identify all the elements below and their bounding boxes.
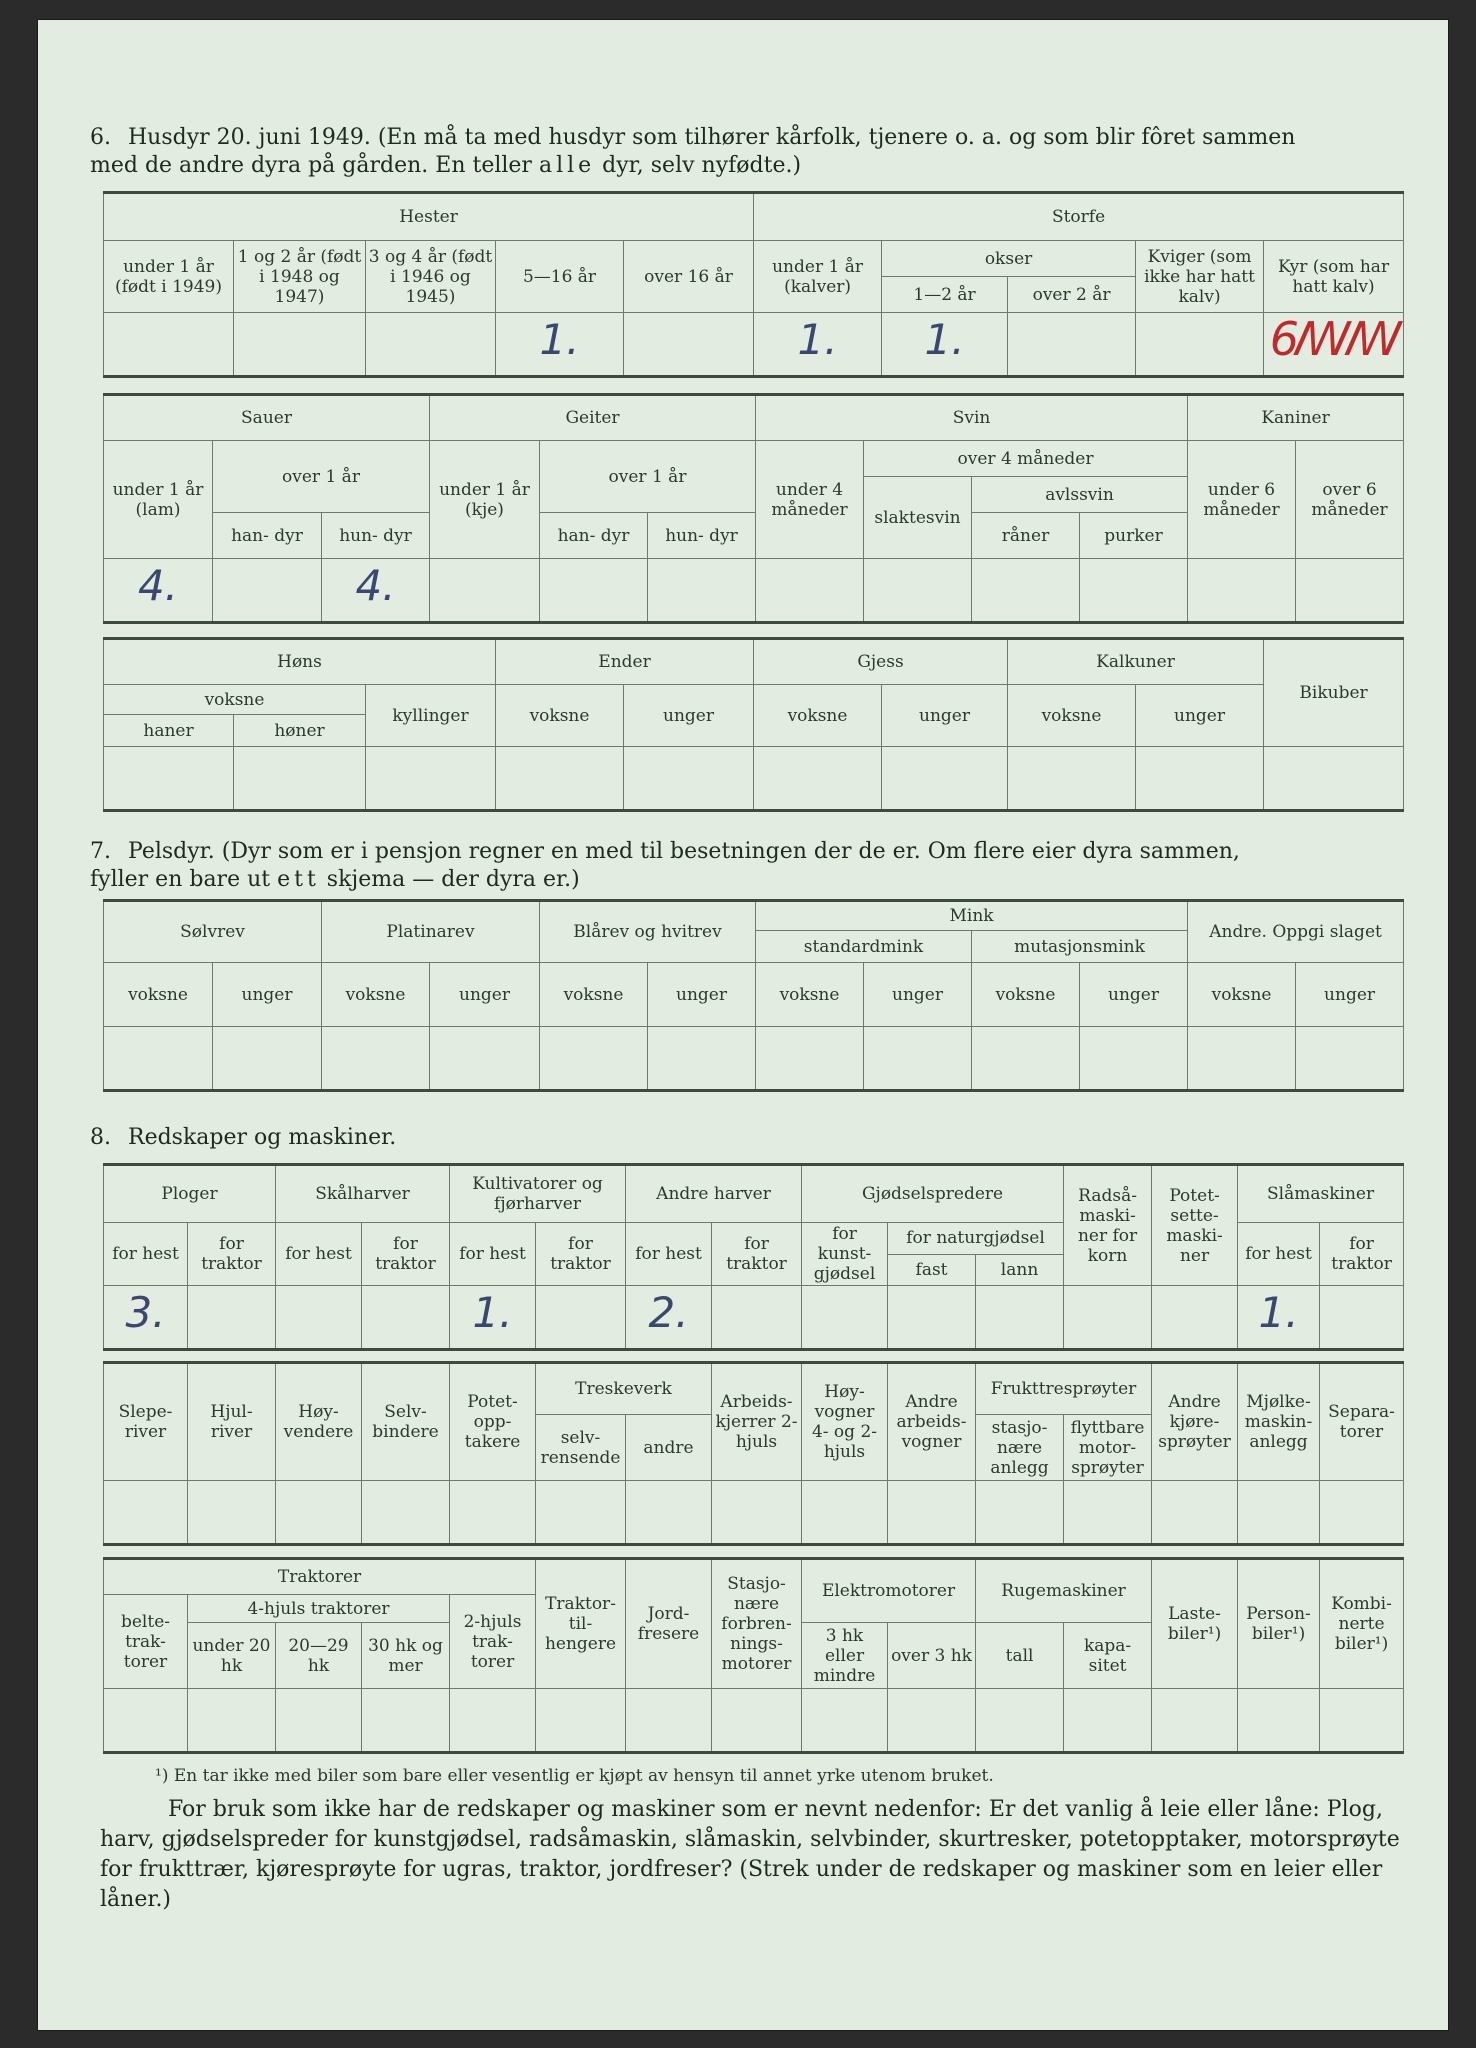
entry-cell[interactable] xyxy=(1238,1689,1320,1753)
entry-cell[interactable] xyxy=(362,1286,450,1350)
harver-hest-header: for hest xyxy=(626,1223,712,1286)
entry-cell[interactable] xyxy=(624,313,754,377)
entry-cell[interactable] xyxy=(362,1689,450,1753)
entry-cell[interactable] xyxy=(1136,313,1264,377)
entry-cell[interactable] xyxy=(213,559,322,623)
section-7-line1: (Dyr som er i pensjon regner en med til besetningen der de er. Om flere eier dyra sammen, xyxy=(221,839,1240,864)
honer-header: høner xyxy=(234,715,366,747)
entry-cell[interactable] xyxy=(712,1286,802,1350)
kultivator-hest-value: 1. xyxy=(472,1287,513,1337)
section-7-line2-spaced: ett xyxy=(277,867,320,892)
entry-cell[interactable] xyxy=(1064,1689,1152,1753)
entry-cell[interactable] xyxy=(496,313,624,377)
section-8-heading: Redskaper og maskiner. xyxy=(128,1125,397,1150)
hons-header: Høns xyxy=(104,639,496,685)
entry-cell[interactable] xyxy=(430,1027,540,1091)
okser-over2-header: over 2 år xyxy=(1008,277,1136,313)
entry-cell[interactable] xyxy=(450,1689,536,1753)
entry-cell[interactable] xyxy=(888,1481,976,1545)
okser-1-2-header: 1—2 år xyxy=(882,277,1008,313)
okser-1-2-value: 1. xyxy=(924,314,965,364)
entry-cell[interactable] xyxy=(1136,747,1264,811)
slaktesvin-header: slaktesvin xyxy=(864,477,972,559)
fire-hjuls-traktorer-header: 4-hjuls traktorer xyxy=(188,1595,450,1623)
gjodsel-fast-header: fast xyxy=(888,1254,976,1286)
entry-cell[interactable] xyxy=(864,559,972,623)
entry-cell[interactable] xyxy=(213,1027,322,1091)
voksne-header: voksne xyxy=(1188,963,1296,1027)
entry-cell[interactable] xyxy=(1152,1689,1238,1753)
entry-cell[interactable] xyxy=(1152,1286,1238,1350)
poultry-table xyxy=(103,637,1404,812)
sla-traktor-value: 1. xyxy=(1258,1287,1299,1337)
ploger-traktor-header: for traktor xyxy=(188,1223,276,1286)
mutasjonsmink-header: mutasjonsmink xyxy=(972,931,1188,963)
hk-30-og-mer-header: 30 hk og mer xyxy=(362,1623,450,1689)
svin-header: Svin xyxy=(756,395,1188,441)
entry-cell[interactable] xyxy=(802,1481,888,1545)
unger-header: unger xyxy=(1080,963,1188,1027)
stasjonaere-anlegg-header: stasjo- nære anlegg xyxy=(976,1415,1064,1481)
geiter-header: Geiter xyxy=(430,395,756,441)
entry-cell[interactable] xyxy=(648,1027,756,1091)
traktortilhengere-header: Traktor- til- hengere xyxy=(536,1559,626,1689)
entry-cell[interactable] xyxy=(276,1481,362,1545)
entry-cell[interactable] xyxy=(430,559,540,623)
entry-cell[interactable] xyxy=(188,1689,276,1753)
andre-harver-header: Andre harver xyxy=(626,1165,802,1223)
ploger-hest-value: 3. xyxy=(125,1287,166,1337)
entry-cell[interactable] xyxy=(1080,1027,1188,1091)
sau-over1-header: over 1 år xyxy=(213,441,430,513)
entry-cell[interactable] xyxy=(450,1286,536,1350)
sleperiver-header: Slepe- river xyxy=(104,1363,188,1481)
treskeverk-header: Treskeverk xyxy=(536,1363,712,1415)
sauer-header: Sauer xyxy=(104,395,430,441)
entry-cell[interactable] xyxy=(366,747,496,811)
entry-cell[interactable] xyxy=(756,559,864,623)
voksne-header: voksne xyxy=(104,963,213,1027)
kultivator-traktor-header: for traktor xyxy=(536,1223,626,1286)
entry-cell[interactable] xyxy=(234,313,366,377)
entry-cell[interactable] xyxy=(104,1286,188,1350)
entry-cell[interactable] xyxy=(234,747,366,811)
raner-header: råner xyxy=(972,513,1080,559)
hest-1-2-header: 1 og 2 år (født i 1948 og 1947) xyxy=(234,241,366,313)
elektro-3hk-header: 3 hk eller mindre xyxy=(802,1623,888,1689)
entry-cell[interactable] xyxy=(450,1481,536,1545)
storfe-header: Storfe xyxy=(754,193,1404,241)
entry-cell[interactable] xyxy=(972,1027,1080,1091)
section-8-title xyxy=(90,1124,1415,1152)
entry-cell[interactable] xyxy=(626,1286,712,1350)
elektro-over3-header: over 3 hk xyxy=(888,1623,976,1689)
gjodsel-natur-header: for naturgjødsel xyxy=(888,1223,1064,1255)
gjess-unger-header: unger xyxy=(882,685,1008,747)
hoyvogner-header: Høy- vogner 4- og 2- hjuls xyxy=(802,1363,888,1481)
footnote: ¹) En tar ikke med biler som bare eller vesentlig er kjøpt av hensyn til annet yrke utenom bruket. xyxy=(155,1766,994,1786)
voksne-header: voksne xyxy=(540,963,648,1027)
entry-cell[interactable] xyxy=(888,1689,976,1753)
entry-cell[interactable] xyxy=(626,1689,712,1753)
under-20-hk-header: under 20 hk xyxy=(188,1623,276,1689)
closing-paragraph: For bruk som ikke har de redskaper og maskiner som er nevnt nedenfor: Er det vanlig å leie eller låne: Plog, harv, gjødselspreder for kunstgjødsel, radsåmaskin, slåmaskin, selvbinder, skurtresker, potetopptaker, motorsprøyte for frukttrær, kjøresprøyte for ugras, traktor, jordfreser? (Strek under de redskaper og maskiner som en leier eller låner.) xyxy=(100,1797,1400,1912)
unger-header: unger xyxy=(430,963,540,1027)
sla-traktor-header: for traktor xyxy=(1320,1223,1404,1286)
hester-header: Hester xyxy=(104,193,754,241)
entry-cell[interactable] xyxy=(624,747,754,811)
entry-cell[interactable] xyxy=(882,747,1008,811)
entry-cell[interactable] xyxy=(366,313,496,377)
ruge-tall-header: tall xyxy=(976,1623,1064,1689)
entry-cell[interactable] xyxy=(496,747,624,811)
entry-cell[interactable] xyxy=(972,559,1080,623)
section-7-number: 7. xyxy=(90,839,111,864)
geit-handyr-header: han- dyr xyxy=(540,513,648,559)
ender-header: Ender xyxy=(496,639,754,685)
unger-header: unger xyxy=(213,963,322,1027)
svin-under4-header: under 4 måneder xyxy=(756,441,864,559)
tools-table-3 xyxy=(103,1557,1404,1754)
blarev-header: Blårev og hvitrev xyxy=(540,901,756,963)
kalkuner-header: Kalkuner xyxy=(1008,639,1264,685)
ruge-kapasitet-header: kapa- sitet xyxy=(1064,1623,1152,1689)
section-6-line1: (En må ta med husdyr som tilhører kårfolk, tjenere o. a. og som blir fôret sammen xyxy=(377,125,1296,150)
entry-cell[interactable] xyxy=(188,1481,276,1545)
selvbindere-header: Selv- bindere xyxy=(362,1363,450,1481)
section-6-line2b: dyr, selv nyfødte.) xyxy=(602,153,802,178)
entry-cell[interactable] xyxy=(882,313,1008,377)
jordfresere-header: Jord- fresere xyxy=(626,1559,712,1689)
entry-cell[interactable] xyxy=(104,1481,188,1545)
ploger-header: Ploger xyxy=(104,1165,276,1223)
arbeidskjerrer-header: Arbeids- kjerrer 2-hjuls xyxy=(712,1363,802,1481)
bikuber-header: Bikuber xyxy=(1264,639,1404,747)
kultivatorer-header: Kultivatorer og fjørharver xyxy=(450,1165,626,1223)
slamaskiner-header: Slåmaskiner xyxy=(1238,1165,1404,1223)
entry-cell[interactable] xyxy=(276,1286,362,1350)
hest-3-4-header: 3 og 4 år (født i 1946 og 1945) xyxy=(366,241,496,313)
to-hjuls-traktorer-header: 2-hjuls trak- torer xyxy=(450,1595,536,1689)
avlssvin-header: avlssvin xyxy=(972,477,1188,513)
flyttbare-motorsproyter-header: flyttbare motor- sprøyter xyxy=(1064,1415,1152,1481)
entry-cell[interactable] xyxy=(754,313,882,377)
entry-cell[interactable] xyxy=(1264,313,1404,377)
unger-header: unger xyxy=(864,963,972,1027)
tools-table-2 xyxy=(103,1361,1404,1546)
entry-cell[interactable] xyxy=(1320,1689,1404,1753)
hons-voksne-header: voksne xyxy=(104,685,366,715)
traktorer-header: Traktorer xyxy=(104,1559,536,1595)
mjolkemaskinanlegg-header: Mjølke- maskin- anlegg xyxy=(1238,1363,1320,1481)
entry-cell[interactable] xyxy=(104,1689,188,1753)
harver-hest-value: 2. xyxy=(648,1287,689,1337)
section-7-heading: Pelsdyr. xyxy=(128,839,215,864)
hest-5-16-value: 1. xyxy=(539,314,580,364)
gjodsel-lann-header: lann xyxy=(976,1254,1064,1286)
entry-cell[interactable] xyxy=(362,1481,450,1545)
ploger-hest-header: for hest xyxy=(104,1223,188,1286)
entry-cell[interactable] xyxy=(1320,1286,1404,1350)
entry-cell[interactable] xyxy=(648,559,756,623)
entry-cell[interactable] xyxy=(754,747,882,811)
entry-cell[interactable] xyxy=(536,1286,626,1350)
section-7-line2a: fyller en bare ut xyxy=(90,867,271,892)
lastebiler-header: Laste- biler¹) xyxy=(1152,1559,1238,1689)
entry-cell[interactable] xyxy=(712,1481,802,1545)
entry-cell[interactable] xyxy=(1008,313,1136,377)
skalharver-hest-header: for hest xyxy=(276,1223,362,1286)
kultivator-hest-header: for hest xyxy=(450,1223,536,1286)
stasjonaere-motorer-header: Stasjo- nære forbren- nings- motorer xyxy=(712,1559,802,1689)
okser-header: okser xyxy=(882,241,1136,277)
hk-20-29-header: 20—29 hk xyxy=(276,1623,362,1689)
entry-cell[interactable] xyxy=(536,1481,626,1545)
sheep-goats-pigs-table xyxy=(103,393,1404,624)
entry-cell[interactable] xyxy=(1264,747,1404,811)
geit-hundyr-header: hun- dyr xyxy=(648,513,756,559)
unger-header: unger xyxy=(1296,963,1404,1027)
hjulriver-header: Hjul- river xyxy=(188,1363,276,1481)
kalver-value: 1. xyxy=(797,314,838,364)
entry-cell[interactable] xyxy=(1064,1481,1152,1545)
hest-5-16-header: 5—16 år xyxy=(496,241,624,313)
entry-cell[interactable] xyxy=(188,1286,276,1350)
voksne-header: voksne xyxy=(756,963,864,1027)
entry-cell[interactable] xyxy=(276,1689,362,1753)
sau-hundyr-header: hun- dyr xyxy=(322,513,430,559)
entry-cell[interactable] xyxy=(1008,747,1136,811)
kyllinger-header: kyllinger xyxy=(366,685,496,747)
section-7-line2b: skjema — der dyra er.) xyxy=(326,867,580,892)
entry-cell[interactable] xyxy=(1188,1027,1296,1091)
hest-under1-header: under 1 år (født i 1949) xyxy=(104,241,234,313)
section-6-heading: Husdyr 20. juni 1949. xyxy=(128,125,371,150)
section-6-title xyxy=(90,124,1415,180)
standardmink-header: standardmink xyxy=(756,931,972,963)
solvrev-header: Sølvrev xyxy=(104,901,322,963)
sla-hest-header: for hest xyxy=(1238,1223,1320,1286)
kalkuner-unger-header: unger xyxy=(1136,685,1264,747)
entry-cell[interactable] xyxy=(322,1027,430,1091)
horses-cattle-table xyxy=(103,191,1404,378)
skalharver-header: Skålharver xyxy=(276,1165,450,1223)
kalkuner-voksne-header: voksne xyxy=(1008,685,1136,747)
kalver-header: under 1 år (kalver) xyxy=(754,241,882,313)
kyr-value: 6 xyxy=(1269,311,1296,366)
personbiler-header: Person- biler¹) xyxy=(1238,1559,1320,1689)
sau-hundyr-value: 4. xyxy=(355,560,396,610)
mink-header: Mink xyxy=(756,901,1188,931)
frukttresproyter-header: Frukttresprøyter xyxy=(976,1363,1152,1415)
rugemaskiner-header: Rugemaskiner xyxy=(976,1559,1152,1623)
potetopptakere-header: Potet- opp- takere xyxy=(450,1363,536,1481)
kanin-under6-header: under 6 måneder xyxy=(1188,441,1296,559)
entry-cell[interactable] xyxy=(1238,1481,1320,1545)
entry-cell[interactable] xyxy=(626,1481,712,1545)
entry-cell[interactable] xyxy=(322,559,430,623)
section-7-title xyxy=(90,838,1415,894)
haner-header: haner xyxy=(104,715,234,747)
entry-cell[interactable] xyxy=(1064,1286,1152,1350)
kombinerte-biler-header: Kombi- nerte biler¹) xyxy=(1320,1559,1404,1689)
elektromotorer-header: Elektromotorer xyxy=(802,1559,976,1623)
entry-cell[interactable] xyxy=(1238,1286,1320,1350)
entry-cell[interactable] xyxy=(976,1689,1064,1753)
entry-cell[interactable] xyxy=(536,1689,626,1753)
fur-animals-table xyxy=(103,899,1404,1092)
skalharver-traktor-header: for traktor xyxy=(362,1223,450,1286)
entry-cell[interactable] xyxy=(1152,1481,1238,1545)
potetsettemaskiner-header: Potet- sette- maski- ner xyxy=(1152,1165,1238,1286)
section-6-line2-spaced: alle xyxy=(538,153,596,178)
entry-cell[interactable] xyxy=(1296,1027,1404,1091)
kyr-header: Kyr (som har hatt kalv) xyxy=(1264,241,1404,313)
voksne-header: voksne xyxy=(322,963,430,1027)
treske-andre-header: andre xyxy=(626,1415,712,1481)
svin-over4-header: over 4 måneder xyxy=(864,441,1188,477)
gjess-voksne-header: voksne xyxy=(754,685,882,747)
tools-table-1 xyxy=(103,1163,1404,1351)
entry-cell[interactable] xyxy=(540,1027,648,1091)
entry-cell[interactable] xyxy=(888,1286,976,1350)
radsamaskiner-header: Radså- maski- ner for korn xyxy=(1064,1165,1152,1286)
entry-cell[interactable] xyxy=(864,1027,972,1091)
section-6-number: 6. xyxy=(90,125,111,150)
entry-cell[interactable] xyxy=(1080,559,1188,623)
entry-cell[interactable] xyxy=(104,313,234,377)
entry-cell[interactable] xyxy=(712,1689,802,1753)
andre-pelsdyr-header: Andre. Oppgi slaget xyxy=(1188,901,1404,963)
entry-cell[interactable] xyxy=(1296,559,1404,623)
gjodselspredere-header: Gjødselspredere xyxy=(802,1165,1064,1223)
purker-header: purker xyxy=(1080,513,1188,559)
entry-cell[interactable] xyxy=(104,1027,213,1091)
entry-cell[interactable] xyxy=(104,559,213,623)
kanin-over6-header: over 6 måneder xyxy=(1296,441,1404,559)
kyr-scribble: ꟿꟿ xyxy=(1295,311,1398,366)
kviger-header: Kviger (som ikke har hatt kalv) xyxy=(1136,241,1264,313)
gjess-header: Gjess xyxy=(754,639,1008,685)
gjodsel-kunst-header: for kunst- gjødsel xyxy=(802,1223,888,1286)
kje-header: under 1 år (kje) xyxy=(430,441,540,559)
lam-value: 4. xyxy=(137,560,179,610)
unger-header: unger xyxy=(648,963,756,1027)
entry-cell[interactable] xyxy=(802,1689,888,1753)
ender-unger-header: unger xyxy=(624,685,754,747)
section-6-line2a: med de andre dyra på gården. En teller xyxy=(90,153,532,178)
geit-over1-header: over 1 år xyxy=(540,441,756,513)
harver-traktor-header: for traktor xyxy=(712,1223,802,1286)
hoyvendere-header: Høy- vendere xyxy=(276,1363,362,1481)
voksne-header: voksne xyxy=(972,963,1080,1027)
entry-cell[interactable] xyxy=(976,1286,1064,1350)
platinarev-header: Platinarev xyxy=(322,901,540,963)
andre-kjoresproyter-header: Andre kjøre- sprøyter xyxy=(1152,1363,1238,1481)
kaniner-header: Kaniner xyxy=(1188,395,1404,441)
entry-cell[interactable] xyxy=(802,1286,888,1350)
entry-cell[interactable] xyxy=(976,1481,1064,1545)
entry-cell[interactable] xyxy=(540,559,648,623)
beltetraktorer-header: belte- trak- torer xyxy=(104,1595,188,1689)
entry-cell[interactable] xyxy=(756,1027,864,1091)
selvrensende-header: selv- rensende xyxy=(536,1415,626,1481)
sau-handyr-header: han- dyr xyxy=(213,513,322,559)
hest-over16-header: over 16 år xyxy=(624,241,754,313)
andre-arbeidsvogner-header: Andre arbeids- vogner xyxy=(888,1363,976,1481)
separatorer-header: Separa- torer xyxy=(1320,1363,1404,1481)
entry-cell[interactable] xyxy=(1188,559,1296,623)
entry-cell[interactable] xyxy=(104,747,234,811)
lam-header: under 1 år (lam) xyxy=(104,441,213,559)
section-8-number: 8. xyxy=(90,1125,111,1150)
entry-cell[interactable] xyxy=(1320,1481,1404,1545)
ender-voksne-header: voksne xyxy=(496,685,624,747)
